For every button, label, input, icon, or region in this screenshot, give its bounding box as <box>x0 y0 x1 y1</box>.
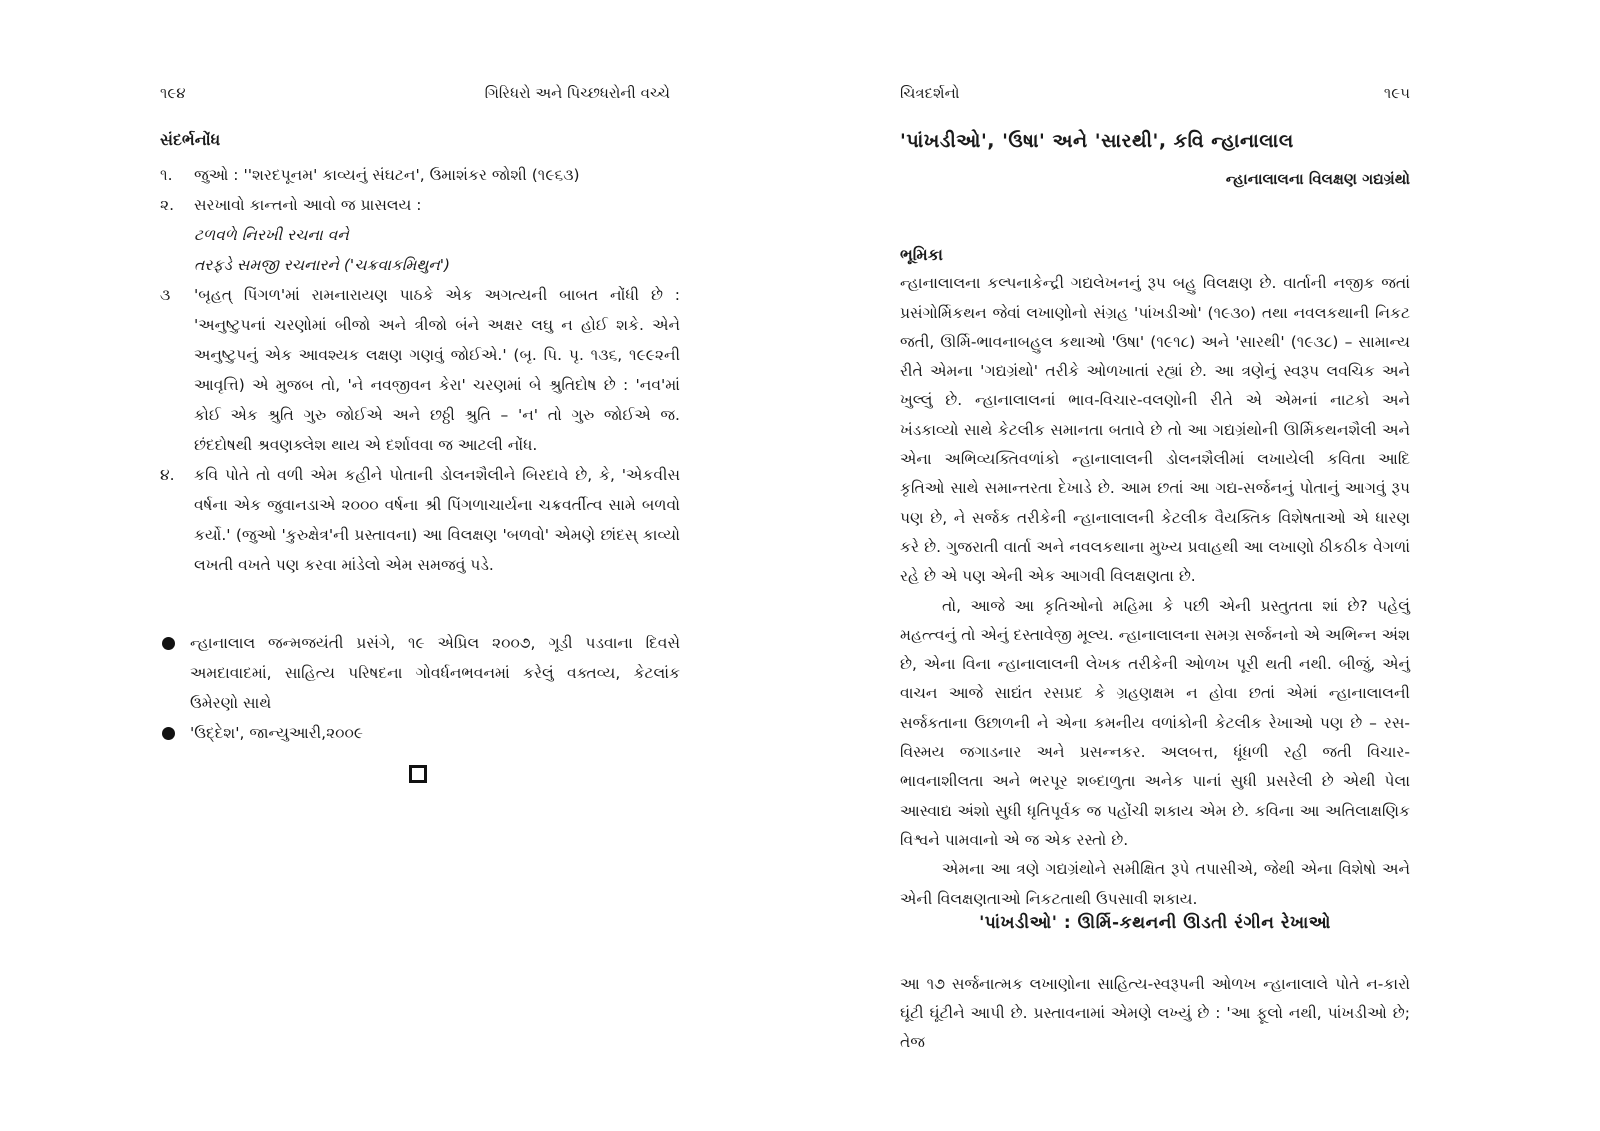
bullet-item <box>160 718 680 748</box>
paragraph: એમના આ ત્રણે ગદ્યગ્રંથોને સમીક્ષિત રૂપે તપાસીએ, જેથી એના વિશેષો અને એની વિલક્ષણતાઓ નિકટતાથી ઉપસાવી શકાય. <box>900 860 1410 908</box>
note-item <box>160 280 680 460</box>
note-number: ૩ <box>160 286 171 304</box>
note-text-block <box>194 190 680 280</box>
page-number: ૧૯૫ <box>1383 84 1410 102</box>
verse-line: તરફડે સમજી રચનારને ('ચક્રવાકમિથુન') <box>194 256 451 274</box>
note-item <box>160 190 680 280</box>
notes-list <box>160 160 680 580</box>
note-text: કવિ પોતે તો વળી એમ કહીને પોતાની ડોલનશૈલીને બિરદાવે છે, કે, 'એકવીસ વર્ષના એક જુવાનડાએ ૨૦૦૦ વર્ષના શ્રી પિંગળાચાર્યના ચક્રવર્તીત્વ સામે બળવો કર્યો.' (જુઓ 'કુરુક્ષેત્ર'ની પ્રસ્તાવના) આ વિલક્ષણ 'બળવો' એમણે છાંદસ્ કાવ્યો લખતી વખતે પણ કરવા માંડેલો એમ સમજવું પડે. <box>194 466 680 574</box>
verse-line: ટળવળે નિરખી રચના વને <box>194 226 349 244</box>
bullet-text: 'ઉદ્દેશ', જાન્યુઆરી,૨૦૦૯ <box>190 724 364 742</box>
note-text: સરખાવો કાન્તનો આવો જ પ્રાસલય : <box>194 196 422 214</box>
note-number: ૨. <box>160 196 175 214</box>
note-item <box>160 460 680 580</box>
article-title: 'પાંખડીઓ', 'ઉષા' અને 'સારથી', કવિ ન્હાનાલાલ <box>900 130 1294 152</box>
article-subtitle: ન્હાનાલાલના વિલક્ષણ ગદ્યગ્રંથો <box>1225 170 1410 188</box>
section-heading: સંદર્ભનોંધ <box>160 130 221 149</box>
right-page <box>800 0 1600 1131</box>
subsection-body <box>900 970 1410 1057</box>
paragraph: ન્હાનાલાલના કલ્પનાકેન્દ્રી ગદ્યલેખનનું રૂપ બહુ વિલક્ષણ છે. વાર્તાની નજીક જતાં પ્રસંગોર્મિકથન જેવાં લખાણોનો સંગ્રહ 'પાંખડીઓ' (૧૯૩૦) તથા નવલકથાની નિકટ જતી, ઊર્મિ-ભાવનાબહુલ કથાઓ 'ઉષા' (૧૯૧૮) અને 'સારથી' (૧૯૩૮) – સામાન્ય રીતે એમના 'ગદ્યગ્રંથો' તરીકે ઓળખાતાં રહ્યાં છે. આ ત્રણેનું સ્વરૂપ લવચિક અને ખુલ્લું છે. ન્હાનાલાલનાં ભાવ-વિચાર-વલણોની રીતે એ એમનાં નાટકો અને ખંડકાવ્યો સાથે કેટલીક સમાનતા બતાવે છે તો આ ગદ્યગ્રંથોની ઊર્મિકથનશૈલી અને એના અભિવ્યક્તિવળાંકો ન્હાનાલાલની ડોલનશૈલીમાં લખાયેલી કવિતા આદિ કૃતિઓ સાથે સમાન્તરતા દેખાડે છે. આમ છતાં આ ગદ્ય-સર્જનનું પોતાનું આગવું રૂપ પણ છે, ને સર્જક તરીકેની ન્હાનાલાલની કેટલીક વૈયક્તિક વિશેષતાઓ એ ધારણ કરે છે. ગુજરાતી વાર્તા અને નવલકથાના મુખ્ય પ્રવાહથી આ લખાણો ઠીકઠીક વેગળાં રહે છે એ પણ એની એક આગવી વિલક્ષણતા છે. <box>900 274 1410 586</box>
running-title: ચિત્રદર્શનો <box>900 84 960 102</box>
paragraph: તો, આજે આ કૃતિઓનો મહિમા કે પછી એની પ્રસ્તુતતા શાં છે? પહેલું મહત્ત્વનું તો એનું દસ્તાવેજી મૂલ્ય. ન્હાનાલાલના સમગ્ર સર્જનનો એ અભિન્ન અંશ છે, એના વિના ન્હાનાલાલની લેખક તરીકેની ઓળખ પૂરી થતી નથી. બીજું, એનું વાચન આજે સાદ્યંત રસપ્રદ કે ગ્રહણક્ષમ ન હોવા છતાં એમાં ન્હાનાલાલની સર્જકતાના ઉછાળની ને એના કમનીય વળાંકોની કેટલીક રેખાઓ પણ છે – રસ-વિસ્મય જગાડનાર અને પ્રસન્નકર. અલબત્ત, ધૂંધળી રહી જતી વિચાર-ભાવનાશીલતા અને ભરપૂર શબ્દાળુતા અનેક પાનાં સુધી પ્રસરેલી છે એથી પેલા આસ્વાદ્ય અંશો સુધી ધૃતિપૂર્વક જ પહોંચી શકાય એમ છે. કવિના આ અતિલાક્ષણિક વિશ્વને પામવાનો એ જ એક રસ્તો છે. <box>900 596 1410 849</box>
bullet-icon <box>160 628 190 718</box>
intro-heading: ભૂમિકા <box>900 245 943 264</box>
note-text: જુઓ : ''શરદપૂનમ' કાવ્યનું સંઘટન', ઉમાશંકર જોશી (૧૯૬૩) <box>194 166 580 184</box>
note-number: ૧. <box>160 166 173 184</box>
paragraph: આ ૧૭ સર્જનાત્મક લખાણોના સાહિત્ય-સ્વરૂપની ઓળખ ન્હાનાલાલે પોતે ન-કારો ઘૂંટી ઘૂંટીને આપી છે. પ્રસ્તાવનામાં એમણે લખ્યું છે : 'આ ફૂલો નથી, પાંખડીઓ છે; તેજ <box>900 975 1410 1051</box>
note-number: ૪. <box>160 466 175 484</box>
bullet-item <box>160 628 680 718</box>
running-title: ગિરિધરો અને પિચ્છધરોની વચ્ચે <box>484 84 670 102</box>
note-item <box>160 160 680 190</box>
bullet-text: ન્હાનાલાલ જન્મજયંતી પ્રસંગે, ૧૯ એપ્રિલ ૨૦૦૭, ગૂડી પડવાના દિવસે અમદાવાદમાં, સાહિત્ય પરિષદના ગોવર્ધનભવનમાં કરેલું વક્તવ્ય, કેટલાંક ઉમેરણો સાથે <box>190 634 680 712</box>
source-notes <box>160 628 680 748</box>
subsection-heading: 'પાંખડીઓ' : ઊર્મિ-કથનની ઊડતી રંગીન રેખાઓ <box>979 913 1331 933</box>
note-text: 'બૃહત્ પિંગળ'માં રામનારાયણ પાઠકે એક અગત્યની બાબત નોંધી છે : 'અનુષ્ટુપનાં ચરણોમાં બીજો અને ત્રીજો બંને અક્ષર લઘુ ન હોઈ શકે. એને અનુષ્ટુપનું એક આવશ્યક લક્ષણ ગણવું જોઈએ.' (બૃ. પિ. પૃ. ૧૩૬, ૧૯૯૨ની આવૃત્તિ) એ મુજબ તો, 'ને નવજીવન કેરા' ચરણમાં બે શ્રુતિદોષ છે : 'નવ'માં કોઈ એક શ્રુતિ ગુરુ જોઈએ અને છઠ્ઠી શ્રુતિ – 'ન' તો ગુરુ જોઈએ જ. છંદદોષથી શ્રવણક્લેશ થાય એ દર્શાવવા જ આટલી નોંધ. <box>194 286 680 454</box>
page-number: ૧૯૪ <box>160 84 186 102</box>
article-body <box>900 240 1410 914</box>
end-of-article-square-icon <box>409 765 427 783</box>
bullet-icon <box>160 718 190 748</box>
